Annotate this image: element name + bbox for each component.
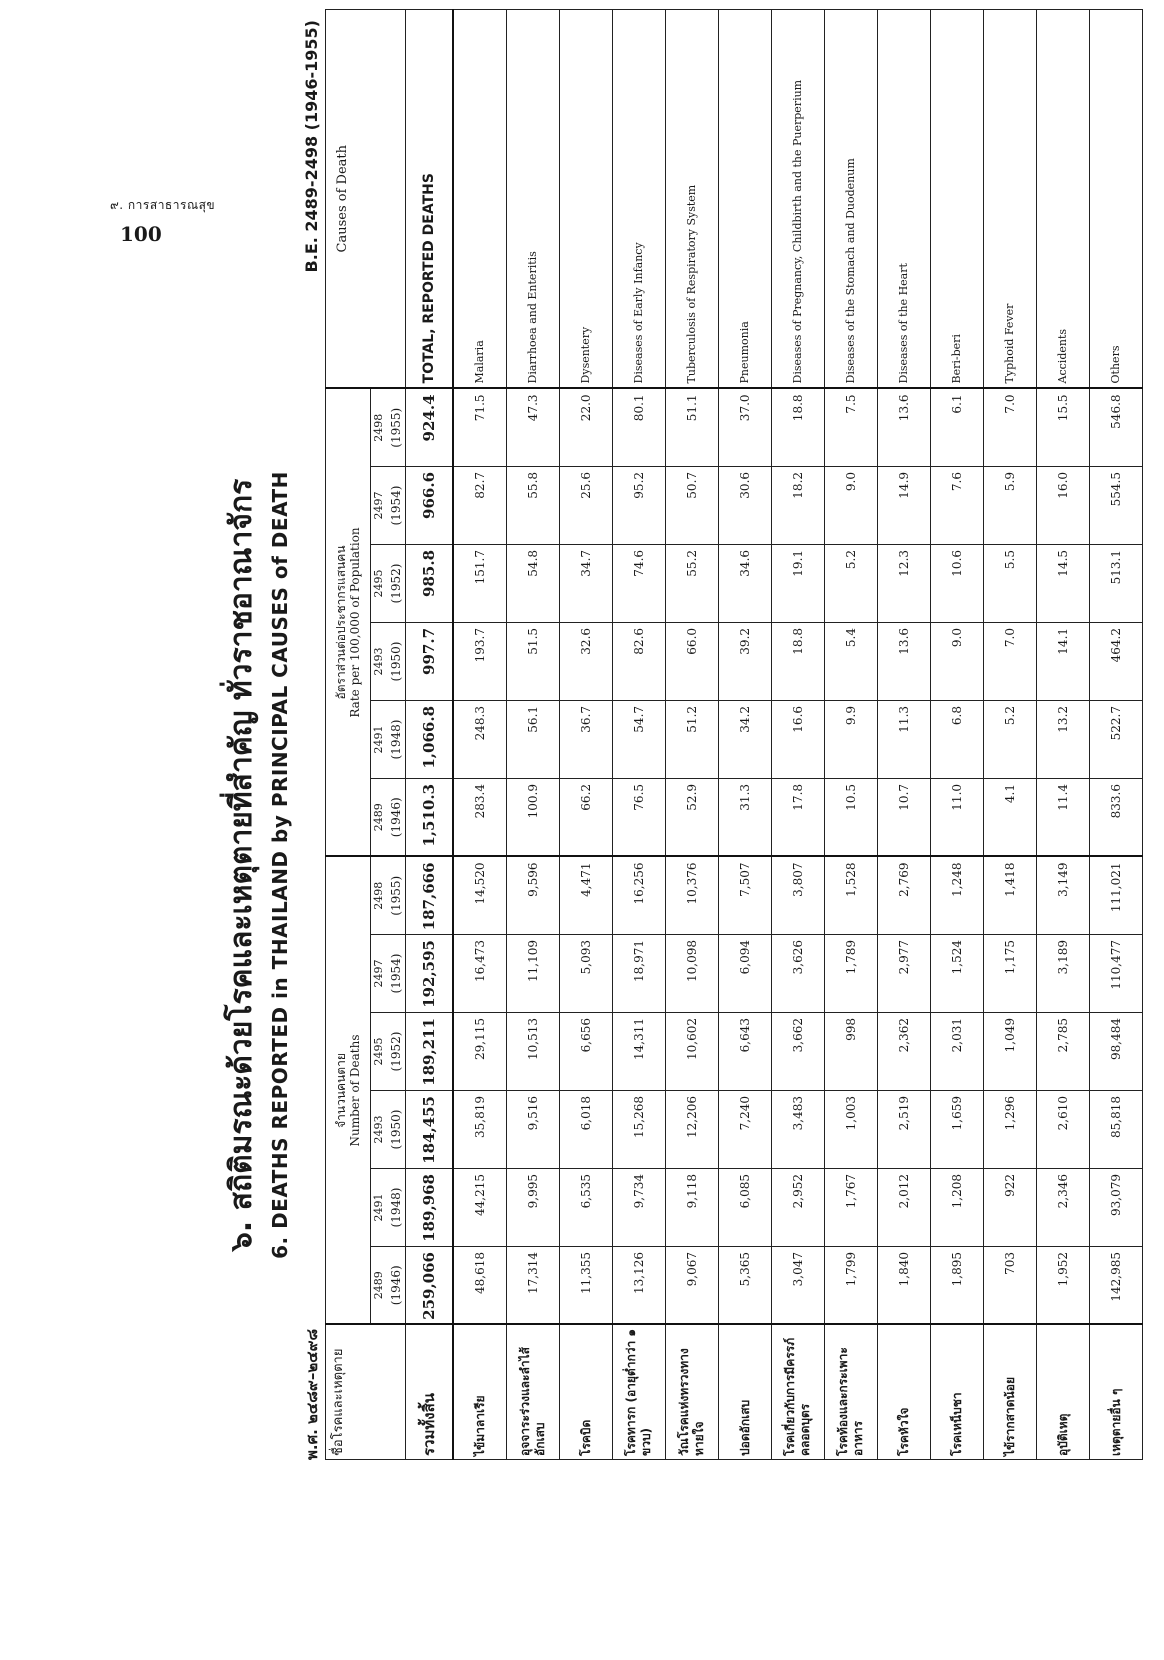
rate-cell: 56.1 <box>507 700 560 778</box>
year-ce-header: (1950) <box>387 622 406 700</box>
table-row <box>666 9 719 1459</box>
rate-cell: 18.8 <box>772 388 825 466</box>
deaths-cell: 9,995 <box>507 1169 560 1247</box>
deaths-cell: 3,149 <box>1037 856 1090 934</box>
deaths-cell: 9,118 <box>666 1169 719 1247</box>
rate-cell: 985.8 <box>406 544 454 622</box>
deaths-cell: 6,643 <box>719 1013 772 1091</box>
cause-en-cell: TOTAL, REPORTED DEATHS <box>406 9 454 388</box>
deaths-cell: 1,895 <box>931 1247 984 1325</box>
rate-cell: 100.9 <box>507 778 560 856</box>
rate-cell: 248.3 <box>453 700 507 778</box>
table-title-thai: ๖. สถิติมรณะด้วยโรคและเหตุตายที่สำคัญ ทั่วราชอาณาจักร <box>224 478 259 1252</box>
year-ce-header: (1954) <box>387 935 406 1013</box>
cause-thai-cell: โรคเหน็บชา <box>931 1325 984 1460</box>
deaths-cell: 14,311 <box>613 1013 666 1091</box>
deaths-cell: 6,085 <box>719 1169 772 1247</box>
year-be-header: 2495 <box>371 1013 388 1091</box>
rate-cell: 13.2 <box>1037 700 1090 778</box>
rate-cell: 19.1 <box>772 544 825 622</box>
table-row <box>719 9 772 1459</box>
rate-cell: 22.0 <box>560 388 613 466</box>
rate-cell: 82.7 <box>453 466 507 544</box>
header-cause-en: Causes of Death <box>326 9 406 388</box>
rate-cell: 76.5 <box>613 778 666 856</box>
deaths-cell: 3,483 <box>772 1091 825 1169</box>
group-rate-en: Rate per 100,000 of Population <box>348 527 362 718</box>
deaths-cell: 1,799 <box>825 1247 878 1325</box>
deaths-cell: 85,818 <box>1090 1091 1143 1169</box>
group-rate-thai: อัตราส่วนต่อประชากรแสนคน <box>334 545 348 700</box>
rate-cell: 9.0 <box>825 466 878 544</box>
deaths-cell: 1,175 <box>984 935 1037 1013</box>
cause-thai-cell: วัณโรคแห่งทรวงทางหายใจ <box>666 1325 719 1460</box>
deaths-cell: 6,656 <box>560 1013 613 1091</box>
rate-cell: 16.6 <box>772 700 825 778</box>
rate-cell: 51.2 <box>666 700 719 778</box>
rate-cell: 54.7 <box>613 700 666 778</box>
rate-cell: 5.5 <box>984 544 1037 622</box>
rate-cell: 4.1 <box>984 778 1037 856</box>
cause-thai-cell: ปอดอักเสบ <box>719 1325 772 1460</box>
rate-cell: 51.1 <box>666 388 719 466</box>
deaths-cell: 3,189 <box>1037 935 1090 1013</box>
deaths-cell: 1,003 <box>825 1091 878 1169</box>
rate-cell: 39.2 <box>719 622 772 700</box>
section-mark: ๙. การสาธารณสุข <box>110 198 216 212</box>
cause-en-cell: Tuberculosis of Respiratory System <box>666 9 719 388</box>
deaths-cell: 35,819 <box>453 1091 507 1169</box>
year-range-english: B.E. 2489-2498 (1946-1955) <box>302 20 321 273</box>
rate-cell: 13.6 <box>878 388 931 466</box>
rate-cell: 11.4 <box>1037 778 1090 856</box>
deaths-cell: 7,507 <box>719 856 772 934</box>
year-be-header: 2489 <box>371 778 388 856</box>
cause-thai-cell: เหตุตายอื่น ๆ <box>1090 1325 1143 1460</box>
rate-cell: 34.6 <box>719 544 772 622</box>
year-ce-header: (1946) <box>387 1247 406 1325</box>
deaths-cell: 5,365 <box>719 1247 772 1325</box>
deaths-cell: 6,018 <box>560 1091 613 1169</box>
year-ce-header: (1955) <box>387 388 406 466</box>
header-number-of-deaths <box>326 856 371 1324</box>
table-body <box>406 9 1143 1459</box>
deaths-cell: 4,471 <box>560 856 613 934</box>
rate-cell: 80.1 <box>613 388 666 466</box>
rate-cell: 997.7 <box>406 622 454 700</box>
deaths-cell: 1,208 <box>931 1169 984 1247</box>
year-ce-header: (1952) <box>387 1013 406 1091</box>
page-number: 100 <box>120 222 162 246</box>
rate-cell: 14.1 <box>1037 622 1090 700</box>
rate-cell: 55.2 <box>666 544 719 622</box>
group-deaths-thai: จำนวนคนตาย <box>334 1053 348 1128</box>
rate-cell: 66.2 <box>560 778 613 856</box>
cause-en-cell: Malaria <box>453 9 507 388</box>
rate-cell: 17.8 <box>772 778 825 856</box>
deaths-cell: 998 <box>825 1013 878 1091</box>
deaths-table <box>325 9 1143 1460</box>
cause-en-cell: Diseases of Early Infancy <box>613 9 666 388</box>
table-row <box>931 9 984 1459</box>
deaths-cell: 2,031 <box>931 1013 984 1091</box>
deaths-cell: 10,602 <box>666 1013 719 1091</box>
cause-thai-cell: อุบัติเหตุ <box>1037 1325 1090 1460</box>
deaths-cell: 1,528 <box>825 856 878 934</box>
deaths-cell: 9,596 <box>507 856 560 934</box>
cause-en-cell: Accidents <box>1037 9 1090 388</box>
rate-cell: 11.3 <box>878 700 931 778</box>
deaths-cell: 98,484 <box>1090 1013 1143 1091</box>
deaths-cell: 11,109 <box>507 935 560 1013</box>
table-row <box>1037 9 1090 1459</box>
deaths-cell: 93,079 <box>1090 1169 1143 1247</box>
deaths-cell: 29,115 <box>453 1013 507 1091</box>
rate-cell: 6.8 <box>931 700 984 778</box>
rate-cell: 10.7 <box>878 778 931 856</box>
rate-cell: 71.5 <box>453 388 507 466</box>
table-row <box>878 9 931 1459</box>
rate-cell: 11.0 <box>931 778 984 856</box>
deaths-cell: 1,840 <box>878 1247 931 1325</box>
deaths-cell: 2,346 <box>1037 1169 1090 1247</box>
deaths-cell: 2,769 <box>878 856 931 934</box>
year-ce-header: (1954) <box>387 466 406 544</box>
table-row <box>507 9 560 1459</box>
deaths-cell: 7,240 <box>719 1091 772 1169</box>
rate-cell: 5.9 <box>984 466 1037 544</box>
cause-thai-cell: โรคบิด <box>560 1325 613 1460</box>
rotated-page-content <box>190 10 1123 1460</box>
rate-cell: 14.9 <box>878 466 931 544</box>
rate-cell: 14.5 <box>1037 544 1090 622</box>
year-ce-header: (1952) <box>387 544 406 622</box>
deaths-cell: 18,971 <box>613 935 666 1013</box>
rate-cell: 10.5 <box>825 778 878 856</box>
deaths-cell: 3,807 <box>772 856 825 934</box>
rate-cell: 55.8 <box>507 466 560 544</box>
rate-cell: 32.6 <box>560 622 613 700</box>
deaths-cell: 13,126 <box>613 1247 666 1325</box>
rate-cell: 6.1 <box>931 388 984 466</box>
rate-cell: 95.2 <box>613 466 666 544</box>
rate-cell: 966.6 <box>406 466 454 544</box>
deaths-cell: 2,610 <box>1037 1091 1090 1169</box>
deaths-cell: 48,618 <box>453 1247 507 1325</box>
rate-cell: 15.5 <box>1037 388 1090 466</box>
rate-cell: 12.3 <box>878 544 931 622</box>
table-title-english: 6. DEATHS REPORTED in THAILAND by PRINCIPAL CAUSES of DEATH <box>268 471 292 1259</box>
deaths-cell: 3,047 <box>772 1247 825 1325</box>
year-be-header: 2497 <box>371 466 388 544</box>
year-be-header: 2498 <box>371 856 388 934</box>
deaths-cell: 1,524 <box>931 935 984 1013</box>
rate-cell: 151.7 <box>453 544 507 622</box>
rate-cell: 7.0 <box>984 622 1037 700</box>
rate-cell: 833.6 <box>1090 778 1143 856</box>
deaths-cell: 111,021 <box>1090 856 1143 934</box>
rate-cell: 5.4 <box>825 622 878 700</box>
deaths-cell: 192,595 <box>406 935 454 1013</box>
table-row-total <box>406 9 454 1459</box>
table-row <box>984 9 1037 1459</box>
deaths-table-container <box>325 10 1143 1460</box>
deaths-cell: 142,985 <box>1090 1247 1143 1325</box>
deaths-cell: 9,067 <box>666 1247 719 1325</box>
year-ce-header: (1948) <box>387 700 406 778</box>
deaths-cell: 44,215 <box>453 1169 507 1247</box>
cause-thai-cell: โรคทารก (อายุต่ำกว่า ๑ ขวบ) <box>613 1325 666 1460</box>
deaths-cell: 1,296 <box>984 1091 1037 1169</box>
rate-cell: 25.6 <box>560 466 613 544</box>
rate-cell: 51.5 <box>507 622 560 700</box>
deaths-cell: 1,767 <box>825 1169 878 1247</box>
deaths-cell: 703 <box>984 1247 1037 1325</box>
cause-thai-cell: โรคหัวใจ <box>878 1325 931 1460</box>
deaths-cell: 15,268 <box>613 1091 666 1169</box>
cause-thai-cell: รวมทั้งสิ้น <box>406 1325 454 1460</box>
deaths-cell: 16,256 <box>613 856 666 934</box>
deaths-cell: 1,248 <box>931 856 984 934</box>
deaths-cell: 187,666 <box>406 856 454 934</box>
rate-cell: 82.6 <box>613 622 666 700</box>
year-be-header: 2491 <box>371 700 388 778</box>
rate-cell: 193.7 <box>453 622 507 700</box>
rate-cell: 50.7 <box>666 466 719 544</box>
year-be-header: 2493 <box>371 1091 388 1169</box>
rate-cell: 283.4 <box>453 778 507 856</box>
deaths-cell: 3,662 <box>772 1013 825 1091</box>
deaths-cell: 10,513 <box>507 1013 560 1091</box>
rate-cell: 5.2 <box>984 700 1037 778</box>
deaths-cell: 9,516 <box>507 1091 560 1169</box>
deaths-cell: 3,626 <box>772 935 825 1013</box>
rate-cell: 18.8 <box>772 622 825 700</box>
rate-cell: 554.5 <box>1090 466 1143 544</box>
rate-cell: 522.7 <box>1090 700 1143 778</box>
table-row <box>560 9 613 1459</box>
cause-en-cell: Pneumonia <box>719 9 772 388</box>
deaths-cell: 184,455 <box>406 1091 454 1169</box>
header-rate <box>326 388 371 856</box>
year-be-header: 2491 <box>371 1169 388 1247</box>
table-row <box>825 9 878 1459</box>
rate-cell: 1,066.8 <box>406 700 454 778</box>
rate-cell: 7.0 <box>984 388 1037 466</box>
deaths-cell: 16,473 <box>453 935 507 1013</box>
deaths-cell: 2,012 <box>878 1169 931 1247</box>
rate-cell: 54.8 <box>507 544 560 622</box>
table-row <box>772 9 825 1459</box>
header-cause-thai: ชื่อโรคและเหตุตาย <box>326 1325 406 1460</box>
rate-cell: 513.1 <box>1090 544 1143 622</box>
deaths-cell: 189,211 <box>406 1013 454 1091</box>
rate-cell: 7.6 <box>931 466 984 544</box>
deaths-cell: 9,734 <box>613 1169 666 1247</box>
cause-en-cell: Typhoid Fever <box>984 9 1037 388</box>
deaths-cell: 14,520 <box>453 856 507 934</box>
cause-en-cell: Diseases of the Heart <box>878 9 931 388</box>
year-ce-header: (1948) <box>387 1169 406 1247</box>
deaths-cell: 189,968 <box>406 1169 454 1247</box>
cause-thai-cell: โรคเกี่ยวกับการมีครรภ์ คลอดบุตร <box>772 1325 825 1460</box>
deaths-cell: 2,977 <box>878 935 931 1013</box>
deaths-cell: 12,206 <box>666 1091 719 1169</box>
deaths-cell: 1,659 <box>931 1091 984 1169</box>
deaths-cell: 5,093 <box>560 935 613 1013</box>
cause-en-cell: Diarrhoea and Enteritis <box>507 9 560 388</box>
cause-en-cell: Diseases of the Stomach and Duodenum <box>825 9 878 388</box>
cause-en-cell: Beri-beri <box>931 9 984 388</box>
rate-cell: 9.9 <box>825 700 878 778</box>
cause-en-cell: Others <box>1090 9 1143 388</box>
deaths-cell: 2,952 <box>772 1169 825 1247</box>
rate-cell: 31.3 <box>719 778 772 856</box>
deaths-cell: 1,049 <box>984 1013 1037 1091</box>
rate-cell: 30.6 <box>719 466 772 544</box>
rate-cell: 52.9 <box>666 778 719 856</box>
rate-cell: 36.7 <box>560 700 613 778</box>
deaths-cell: 1,418 <box>984 856 1037 934</box>
deaths-cell: 2,785 <box>1037 1013 1090 1091</box>
deaths-cell: 6,535 <box>560 1169 613 1247</box>
year-ce-header: (1955) <box>387 856 406 934</box>
deaths-cell: 17,314 <box>507 1247 560 1325</box>
rate-cell: 10.6 <box>931 544 984 622</box>
year-be-header: 2489 <box>371 1247 388 1325</box>
table-row <box>1090 9 1143 1459</box>
deaths-cell: 10,098 <box>666 935 719 1013</box>
group-deaths-en: Number of Deaths <box>348 1034 362 1147</box>
rate-cell: 9.0 <box>931 622 984 700</box>
cause-en-cell: Dysentery <box>560 9 613 388</box>
deaths-cell: 259,066 <box>406 1247 454 1325</box>
year-be-header: 2497 <box>371 935 388 1013</box>
rate-cell: 47.3 <box>507 388 560 466</box>
cause-thai-cell: โรคท้องและกระเพาะอาหาร <box>825 1325 878 1460</box>
rate-cell: 546.8 <box>1090 388 1143 466</box>
deaths-cell: 1,952 <box>1037 1247 1090 1325</box>
rate-cell: 74.6 <box>613 544 666 622</box>
deaths-cell: 11,355 <box>560 1247 613 1325</box>
deaths-cell: 2,362 <box>878 1013 931 1091</box>
year-ce-header: (1946) <box>387 778 406 856</box>
year-be-header: 2493 <box>371 622 388 700</box>
rate-cell: 464.2 <box>1090 622 1143 700</box>
deaths-cell: 922 <box>984 1169 1037 1247</box>
deaths-cell: 1,789 <box>825 935 878 1013</box>
rate-cell: 66.0 <box>666 622 719 700</box>
rate-cell: 924.4 <box>406 388 454 466</box>
deaths-cell: 6,094 <box>719 935 772 1013</box>
year-range-thai: พ.ศ. ๒๔๘๙–๒๔๙๘ <box>303 1328 321 1460</box>
rate-cell: 13.6 <box>878 622 931 700</box>
year-be-header: 2495 <box>371 544 388 622</box>
rate-cell: 18.2 <box>772 466 825 544</box>
rate-cell: 16.0 <box>1037 466 1090 544</box>
rate-cell: 5.2 <box>825 544 878 622</box>
cause-thai-cell: ไข้มาลาเรีย <box>453 1325 507 1460</box>
rate-cell: 37.0 <box>719 388 772 466</box>
table-row <box>453 9 507 1459</box>
rate-cell: 34.7 <box>560 544 613 622</box>
rate-cell: 7.5 <box>825 388 878 466</box>
deaths-cell: 10,376 <box>666 856 719 934</box>
rate-cell: 34.2 <box>719 700 772 778</box>
deaths-cell: 110,477 <box>1090 935 1143 1013</box>
deaths-cell: 2,519 <box>878 1091 931 1169</box>
year-ce-header: (1950) <box>387 1091 406 1169</box>
table-row <box>613 9 666 1459</box>
rate-cell: 1,510.3 <box>406 778 454 856</box>
cause-thai-cell: ไข้รากสาดน้อย <box>984 1325 1037 1460</box>
year-be-header: 2498 <box>371 388 388 466</box>
cause-en-cell: Diseases of Pregnancy, Childbirth and the Puerperium <box>772 9 825 388</box>
cause-thai-cell: อุจจาระร่วงและลำไส้อักเสบ <box>507 1325 560 1460</box>
